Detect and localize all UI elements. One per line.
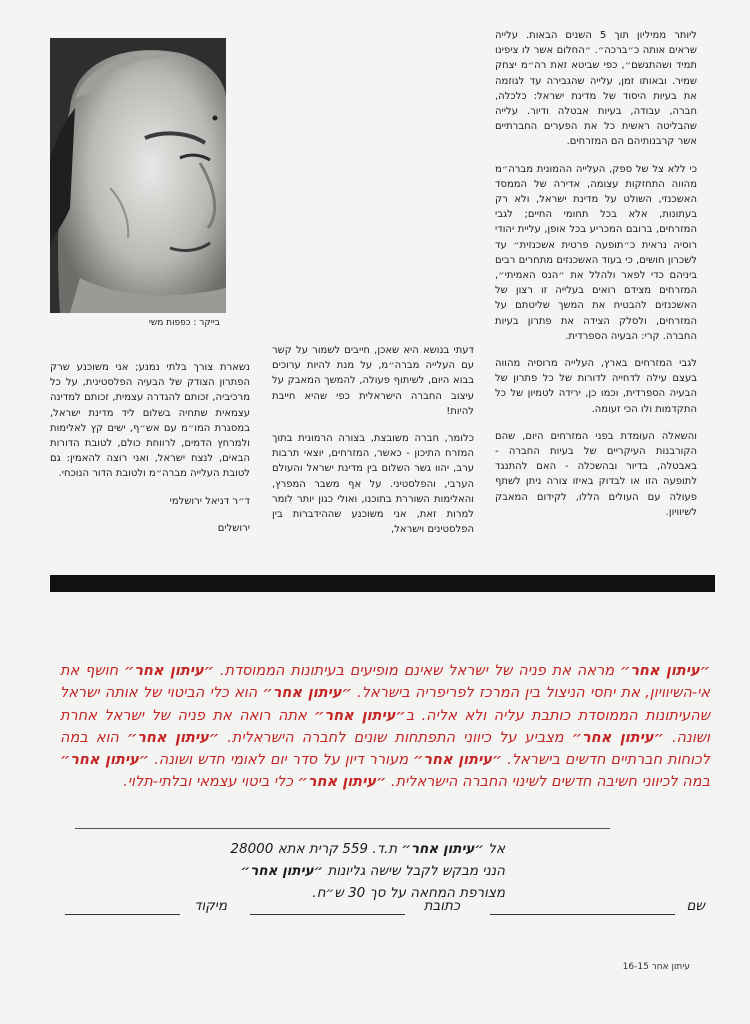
promo-text: מעורר דיון על סדר יום לאומי חדש ושונה. (149, 752, 414, 769)
promo-text: מצביע על כיווני התפתחות שונים לחברה הישראלית. (219, 729, 572, 746)
paragraph: כי ללא צל של ספק, העלייה ההמונית מברה״מ מהווה התחזקות עצומה, אדירה של הממסד האשכנזי, השולט על מדינת ישראל, ולא רק בעתונות, אלא בכל תחומי החיים; לגבי המזרחים, ברובם המכריע בכל אופן, עליית יהודי רוסיה נראית כ״תופעה פרטית אשכנזית״ עד לשכרון חושים, כי בעוד האשכנזים מתחרים רבים ביניהם כדי לפאר ולהלל את ״הנס האמיתי״, המזרחים מצידם רואים בעלייה זו רצון של האשכנזים להבטיח את המשך שליטתם על המזרחים, ולסלק הצידה את פתרון בעיות החברה. קרי: הבעיה הספרדית. (495, 163, 697, 342)
promo-text: הוא במה לכוחות חברתיים חדשים בישראל. (60, 729, 710, 769)
name-label: שם (686, 898, 705, 914)
page-footer: עיתון אחר 16-15 (622, 962, 690, 972)
paragraph: כלומר, חברה משובצת, בצורה הרמונית בתוך המזרח התיכון - כאשר, המזרחים, יוצאי תרבות ערב, יהוו גשר השלום בין מדינת ישראל והעולם הערבי, והפלסטיני. על אף משבר המפרץ, והאלימות השוררת בתוכנו, ואולי כגון יותר לומר למרות זאת, אני משוכנע שההידברות בין הפלסטינים וישראל, (272, 433, 474, 536)
promo-text: במה לכיווני חשיבה חדשים לשינוי החברה הישראלית. (386, 774, 710, 791)
section-divider (50, 575, 715, 592)
brand-name: ״עיתון אחר״ (124, 663, 215, 679)
order-check: מצורפת המחאה על סך 30 ש״ח. (312, 885, 505, 901)
article-column-right (495, 28, 697, 532)
promo-text: מראה את פניה של ישראל שאינם מופיעים בעיתונות הממוסדת. (214, 663, 621, 679)
zip-label: מיקוד (194, 898, 227, 914)
brand-name: ״עיתון אחר״ (262, 685, 352, 702)
subscriber-fields (55, 898, 705, 922)
photo-caption: בייקר : כפפות משי (148, 318, 220, 328)
paragraph: נשארת צורך בלתי נמנע; אני משוכנע שרק הפתרון הצודק של הבעיה הפלסטינית, על כל מרכיביה, זכותם להגדרה עצמית, זכותם למדינה עצמאית שתחיה בשלום ליד מדינת ישראל, במסגרת המו״מ עם אש״ף, ישים קץ לאלימות ולמרחץ הדמים, לרווחת כולם, לטובת הדורות הבאים, לנצח ישראל, ואני רוצה להאמין: גם לטובת העלייה מברה״מ ולטובת הדור הנוכחי. (50, 362, 250, 480)
brand-name: ״עיתון אחר״ (413, 752, 503, 769)
address-label: כתובת (423, 898, 460, 914)
promo-paragraph (60, 660, 710, 794)
promo-text: הוא כלי הביטוי של אותה ישראל שהעיתונות הממוסדת כותבת עליה ולא אליה. ב (60, 685, 711, 724)
brand-name: ״עיתון אחר״ (297, 774, 387, 791)
brand-name: ״עיתון אחר״ (126, 729, 220, 746)
order-address: אל ״עיתון אחר״ ת.ד. 559 קרית אתא 28000 (230, 841, 505, 857)
paragraph: דעתי בנושא היא שאכן, חייבים לשמור על קשר עם העלייה מברה״מ, על מנת להיות ערוכים בבוא היום, לשיתוף פעולה, להמשך המאבק על עיצוב החברה הישראלית כפי שהיא חייבת להיות! (272, 345, 474, 417)
brand-name: ״עיתון אחר״ (60, 752, 150, 769)
brand-name: ״עיתון אחר״ (401, 841, 484, 857)
portrait-image (50, 38, 226, 313)
paragraph: ליותר ממיליון תוך 5 השנים הבאות. עלייה שראים אותה כ״ברכה״. ״החלום אשר לו ציפינו תמיד ושהתגשם״, כפי שביטא זאת רה״מ יצחק שמיר. ובאותו זמן, עלייה שהגבירה עד לגוזמה את בעיות היסוד של מדינת ישראל: כלכלה, חברה, עבודה, בעיות אבטלה ודיור. עלייה שהבליטה ראשית כל את הפערים החברתיים אשר קרבנותיהם הם המזרחים. (495, 30, 697, 148)
brand-name: ״עיתון אחר״ (240, 863, 324, 879)
paragraph: והשאלה העומדת בפני המזרחים היום, שהם הקורבנות העיקריים של בעיות החברה - באבטלה, בדיור ובהשכלה - האם להתנגד לתופעה הזו או לבדוק באיזו צורה ניתן לשתף פעולה עם העולים הללו, לקידום המאבק לשיוויון. (495, 430, 697, 518)
article-column-middle (272, 343, 474, 549)
article-column-left (50, 360, 250, 548)
brand-name: ״עיתון אחר״ (314, 707, 406, 724)
author-city: ירושלים (217, 522, 250, 534)
brand-name: ״עיתון אחר״ (620, 663, 711, 679)
brand-name: ״עיתון אחר״ (571, 729, 664, 746)
zip-field[interactable] (65, 914, 180, 915)
paragraph: לגבי המזרחים בארץ, העלייה מרוסיה מהווה בעצם עילה לדחייה לדורות של כל פתרון של הבעיה הספרדית, וכמו כן, ירידה לטמיון של כל התקדמות ולו הכי זעומה. (495, 358, 697, 415)
name-field[interactable] (490, 914, 675, 915)
portrait-photo (50, 38, 226, 313)
order-request: הנני מבקש לקבל שישה גליונות ״עיתון אחר״ (240, 863, 505, 879)
promo-text: כלי ביטוי עצמאי ובלתי-תלוי. (123, 774, 298, 791)
cut-line (75, 828, 610, 829)
author-signature: ד״ר דניאל ירושלמי (169, 495, 250, 507)
promo-text: חושף את אי-השיוויון, את יחסי הניצול בין המרכז לפריפריה בישראל. (60, 663, 710, 702)
order-form (230, 838, 505, 904)
address-field[interactable] (250, 914, 405, 915)
promo-text: אתה רואה את פניה של ישראל אחרת ושונה. (60, 707, 711, 746)
